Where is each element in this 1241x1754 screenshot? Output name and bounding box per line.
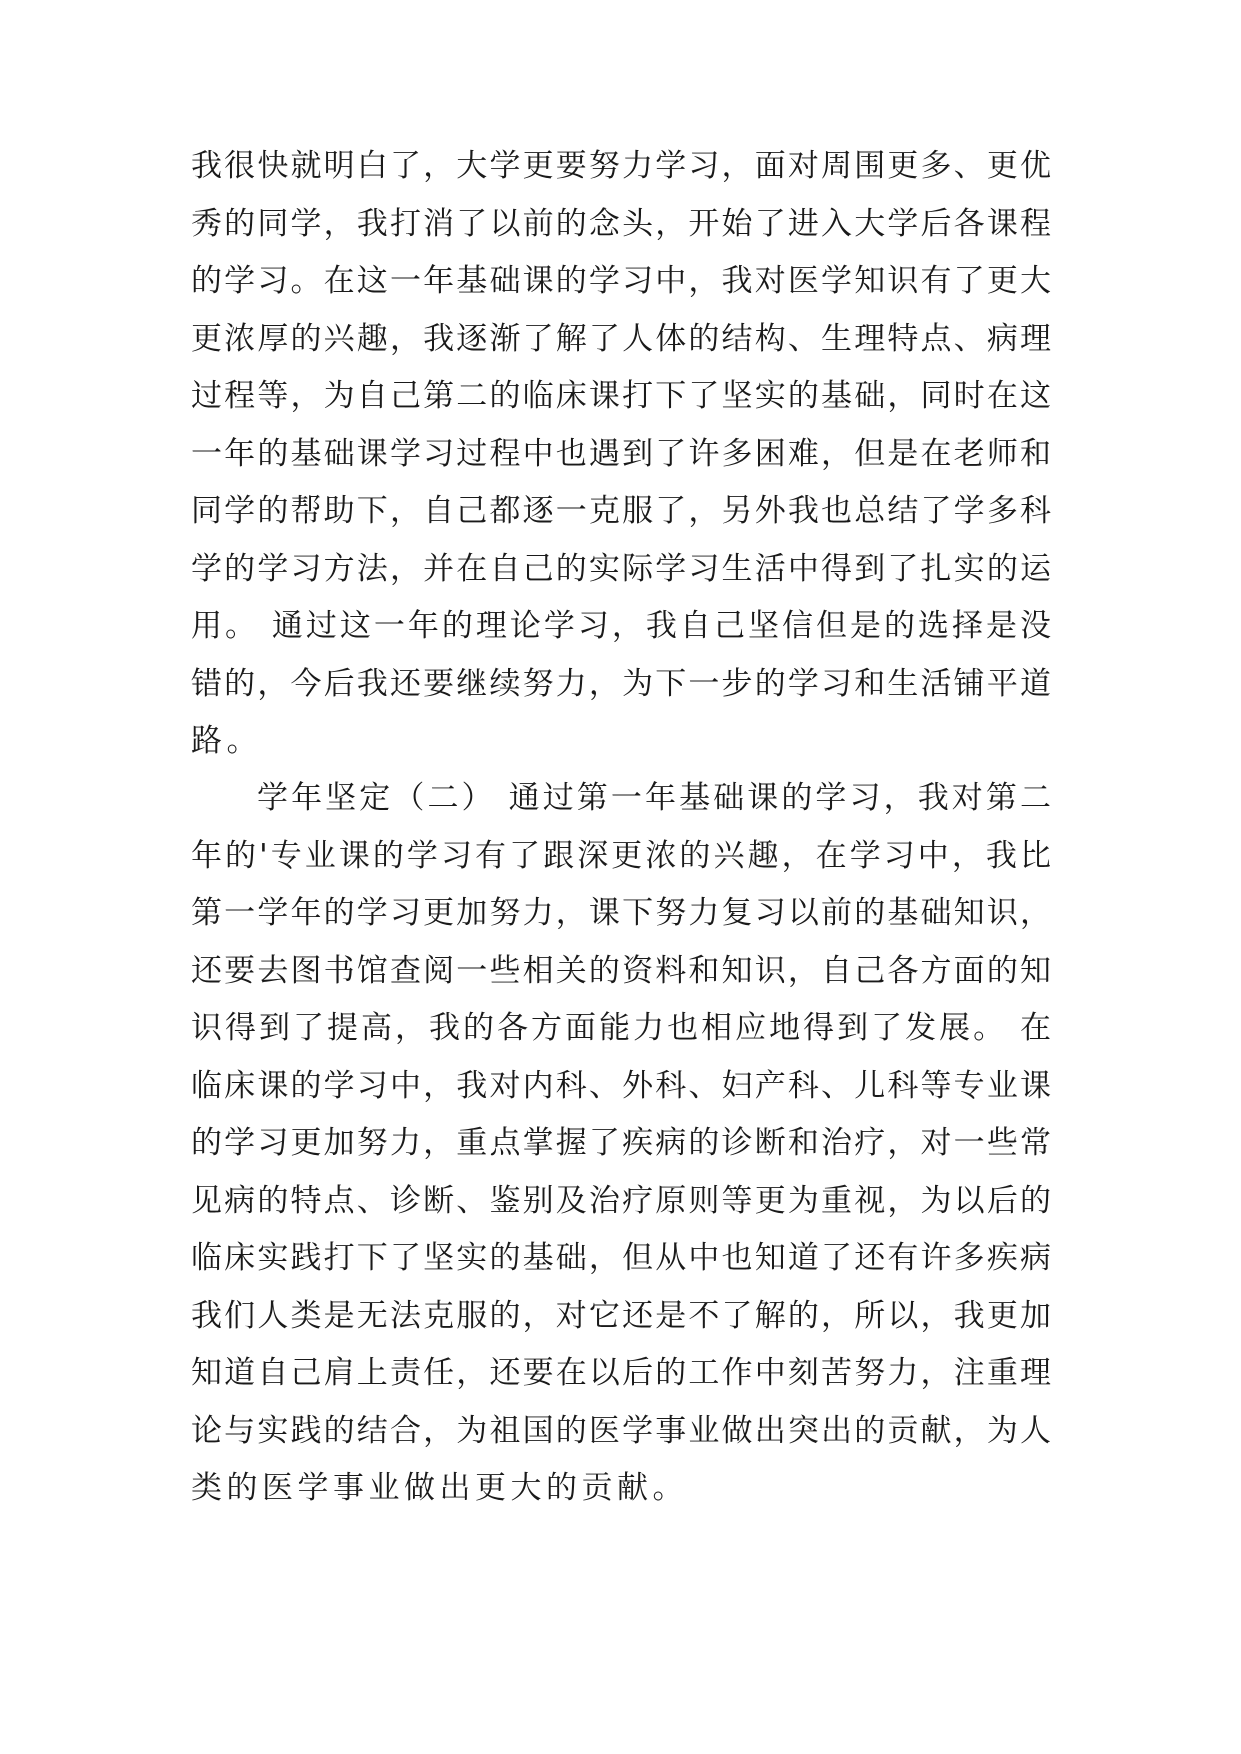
paragraph-line: 知道自己肩上责任，还要在以后的工作中刻苦努力，注重理 — [191, 1355, 1051, 1391]
paragraph-line: 的学习更加努力，重点掌握了疾病的诊断和治疗，对一些常 — [191, 1125, 1051, 1161]
paragraph-line: 临床课的学习中，我对内科、外科、妇产科、儿科等专业课 — [191, 1067, 1051, 1104]
paragraph-line: 一年的基础课学习过程中也遇到了许多困难，但是在老师和 — [191, 435, 1051, 472]
paragraph-line: 临床实践打下了坚实的基础，但从中也知道了还有许多疾病 — [191, 1240, 1051, 1276]
paragraph-line: 秀的同学，我打消了以前的念头，开始了进入大学后各课程 — [191, 205, 1051, 242]
paragraph-line: 路。 — [191, 723, 262, 759]
paragraph-line: 的学习。在这一年基础课的学习中，我对医学知识有了更大 — [191, 263, 1051, 299]
paragraph-line: 年的'专业课的学习有了跟深更浓的兴趣，在学习中，我比 — [191, 837, 1051, 874]
paragraph-line: 还要去图书馆查阅一些相关的资料和知识，自己各方面的知 — [191, 952, 1051, 989]
paragraph-line: 我很快就明白了，大学更要努力学习，面对周围更多、更优 — [191, 148, 1051, 184]
paragraph-line: 学年坚定（二） 通过第一年基础课的学习，我对第二 — [257, 780, 1051, 816]
paragraph-line: 更浓厚的兴趣，我逐渐了解了人体的结构、生理特点、病理 — [191, 320, 1051, 357]
paragraph-line: 见病的特点、诊断、鉴别及治疗原则等更为重视，为以后的 — [191, 1182, 1051, 1219]
paragraph-line: 同学的帮助下，自己都逐一克服了，另外我也总结了学多科 — [191, 493, 1051, 529]
paragraph-line: 识得到了提高，我的各方面能力也相应地得到了发展。 在 — [191, 1010, 1051, 1046]
paragraph-line: 过程等，为自己第二的临床课打下了坚实的基础，同时在这 — [191, 378, 1051, 414]
paragraph-line: 错的，今后我还要继续努力，为下一步的学习和生活铺平道 — [191, 665, 1051, 702]
paragraph-1 — [191, 138, 1051, 771]
paragraph-line: 用。 通过这一年的理论学习，我自己坚信但是的选择是没 — [191, 608, 1051, 644]
paragraph-2 — [191, 770, 1051, 1518]
paragraph-line: 学的学习方法，并在自己的实际学习生活中得到了扎实的运 — [191, 550, 1051, 587]
paragraph-line: 第一学年的学习更加努力，课下努力复习以前的基础知识， — [191, 895, 1051, 931]
paragraph-line: 类的医学事业做出更大的贡献。 — [191, 1470, 688, 1506]
paragraph-line: 论与实践的结合，为祖国的医学事业做出突出的贡献，为人 — [191, 1412, 1051, 1449]
paragraph-line: 我们人类是无法克服的，对它还是不了解的，所以，我更加 — [191, 1297, 1051, 1334]
